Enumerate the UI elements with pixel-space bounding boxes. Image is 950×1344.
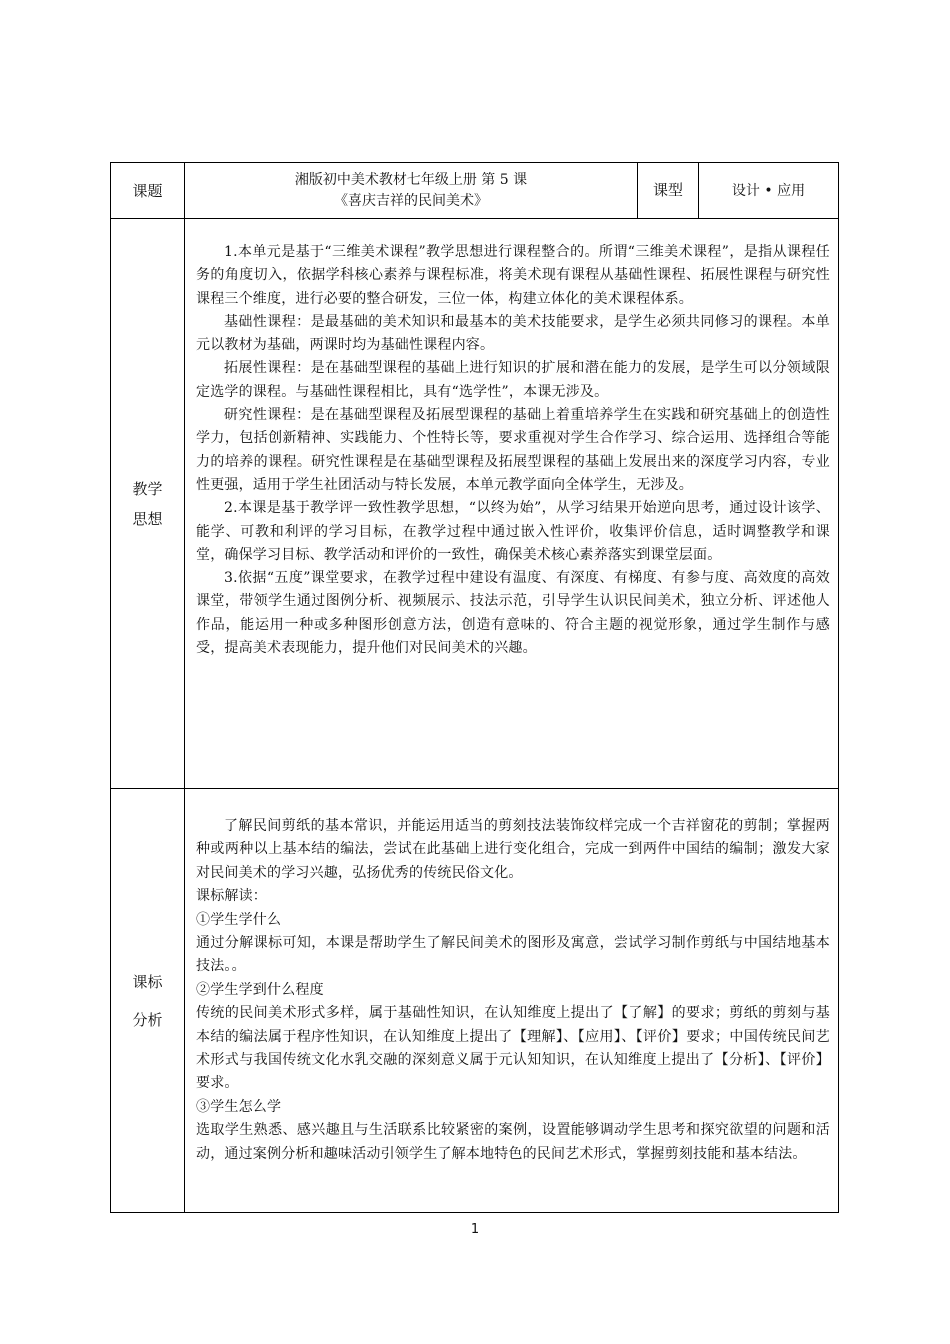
header-row [111, 163, 839, 219]
teaching-idea-paragraph: 1.本单元是基于“三维美术课程”教学思想进行课程整合的。所谓“三维美术课程”，是指从课程任务的角度切入，依据学科核心素养与课程标准，将美术现有课程从基础性课程、拓展性课程与研究性课程三个维度，进行必要的整合研发，三位一体，构建立体化的美术课程体系。 [196, 244, 830, 307]
topic-label-cell [111, 163, 185, 219]
teaching-idea-paragraph: 3.依据“五度”课堂要求，在教学过程中建设有温度、有深度、有梯度、有参与度、高效度的高效课堂，带领学生通过图例分析、视频展示、技法示范，引导学生认识民间美术，独立分析、评述他人作品，能运用一种或多种图形创意方法，创造有意味的、符合主题的视觉形象，通过学生制作与感受，提高美术表现能力，提升他们对民间美术的兴趣。 [196, 570, 830, 657]
teaching-idea-paragraph: 拓展性课程：是在基础型课程的基础上进行知识的扩展和潜在能力的发展，是学生可以分领域限定选学的课程。与基础性课程相比，具有“选学性”，本课无涉及。 [196, 360, 830, 400]
type-label-cell [638, 163, 699, 219]
teaching-idea-label-line1: 教学 [132, 479, 163, 498]
teaching-idea-paragraph: 2.本课是基于教学评一致性教学思想，“以终为始”，从学习结果开始逆向思考，通过设计该学、能学、可教和利评的学习目标，在教学过程中通过嵌入性评价，收集评价信息，适时调整教学和课堂，确保学习目标、教学活动和评价的一致性，确保美术核心素养落实到课堂层面。 [196, 500, 830, 563]
standard-analysis-row [111, 789, 839, 1213]
page-number: 1 [470, 1222, 480, 1237]
type-label: 课型 [652, 181, 683, 199]
standard-answer-3: 选取学生熟悉、感兴趣且与生活联系比较紧密的案例，设置能够调动学生思考和探究欲望的问题和活动，通过案例分析和趣味活动引领学生了解本地特色的民间艺术形式，掌握剪刻技能和基本结法。 [196, 1122, 830, 1162]
teaching-idea-paragraph: 基础性课程：是最基础的美术知识和最基本的美术技能要求，是学生必须共同修习的课程。本单元以教材为基础，两课时均为基础性课程内容。 [196, 313, 830, 354]
standard-question-2: ②学生学到什么程度 [196, 981, 324, 998]
course-title-line1: 湘版初中美术教材七年级上册 第 5 课 [294, 171, 528, 188]
teaching-idea-label-cell [111, 219, 185, 789]
teaching-idea-body [185, 219, 839, 789]
standard-answer-2: 传统的民间美术形式多样，属于基础性知识，在认知维度上提出了【了解】的要求；剪纸的剪刻与基本结的编法属于程序性知识，在认知维度上提出了【理解】、【应用】、【评价】要求；中国传统民间艺术形式与我国传统文化水乳交融的深刻意义属于元认知知识，在认知维度上提出了【分析】、【评价】要求。 [196, 1005, 830, 1092]
standard-analysis-body [185, 789, 839, 1213]
standard-analysis-label-cell [111, 789, 185, 1213]
type-value-cell [699, 163, 839, 219]
teaching-idea-paragraph: 研究性课程：是在基础型课程及拓展型课程的基础上着重培养学生在实践和研究基础上的创造性学力，包括创新精神、实践能力、个性特长等，要求重视对学生合作学习、综合运用、选择组合等能力的培养的课程。研究性课程是在基础型课程及拓展型课程的基础上发展出来的深度学习内容，专业性更强，适用于学生社团活动与特长发展，本单元教学面向全体学生，无涉及。 [196, 407, 830, 493]
course-title-line2: 《喜庆吉祥的民间美术》 [334, 192, 488, 209]
standard-analysis-label-line2: 分析 [132, 1010, 163, 1029]
standard-answer-1: 通过分解课标可知，本课是帮助学生了解民间美术的图形及寓意，尝试学习制作剪纸与中国结地基本技法。。 [196, 935, 830, 975]
standard-interpret-heading: 课标解读： [196, 888, 267, 905]
type-value: 设计 • 应用 [731, 182, 806, 199]
teaching-idea-row [111, 219, 839, 789]
teaching-idea-label-line2: 思想 [132, 509, 163, 528]
standard-question-3: ③学生怎么学 [196, 1098, 282, 1115]
course-title-cell [185, 163, 638, 219]
standard-analysis-label-line1: 课标 [132, 972, 163, 991]
standard-question-1: ①学生学什么 [196, 911, 282, 928]
lesson-plan-table [110, 162, 839, 1213]
topic-label: 课题 [132, 181, 163, 200]
standard-intro: 了解民间剪纸的基本常识，并能运用适当的剪刻技法装饰纹样完成一个吉祥窗花的剪制；掌握两种或两种以上基本结的编法，尝试在此基础上进行变化组合，完成一到两件中国结的编制；激发大家对民间美术的学习兴趣，弘扬优秀的传统民俗文化。 [196, 818, 830, 881]
